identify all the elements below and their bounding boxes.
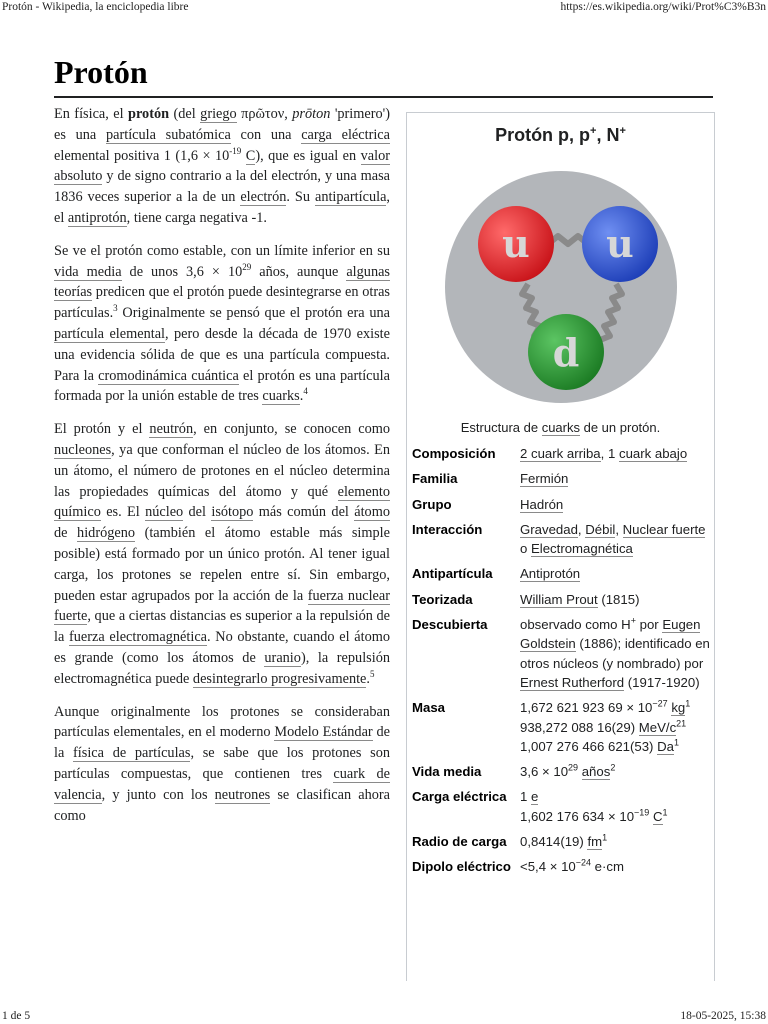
article-link[interactable]: Modelo Estándar [274, 724, 373, 741]
infobox-link[interactable]: kg [671, 700, 686, 716]
infobox-value [515, 492, 714, 517]
infobox-link[interactable]: Antiprotón [520, 566, 581, 582]
quark-label-u2: u [605, 221, 634, 266]
infobox-link[interactable]: e [531, 789, 539, 805]
article-link[interactable]: uranio [264, 649, 301, 666]
infobox-label: Antipartícula [412, 566, 493, 582]
quark-structure-image[interactable] [436, 162, 686, 412]
infobox-link[interactable]: Gravedad [520, 521, 578, 537]
article-link[interactable]: griego [200, 106, 237, 122]
infobox-label: Masa [412, 700, 445, 716]
infobox-link[interactable]: Da [657, 738, 674, 754]
page-title-header: Protón - Wikipedia, la enciclopedia libre [2, 1, 189, 13]
infobox-label: Carga eléctrica [412, 789, 507, 805]
article-body [54, 104, 390, 838]
infobox-link[interactable]: William Prout [520, 591, 598, 607]
infobox-link[interactable]: 2 cuark arriba [520, 446, 601, 461]
article-link[interactable]: física de partículas [73, 745, 191, 762]
article-link[interactable]: neutrones [214, 786, 271, 803]
print-datetime: 18-05-2025, 15:38 [680, 1010, 766, 1022]
infobox [406, 112, 715, 981]
article-link[interactable]: C [245, 147, 256, 164]
paragraph-2: Se ve el protón como estable, con un límite inferior en su vida media de unos $3,6 \times 10^{29}$ años, aunque algunas teorías predicen que el protón puede desintegrarse en otras partículas.$^3$ Originalmente se pensó que el protón era una partícula elemental, pero desde la década de 1970 existe una evidencia sólida de que es una partícula compuesta. Para la cromodinámica cuántica el protón es una partícula formada por la unión estable de tres cuarks.$^4$ [54, 242, 391, 405]
infobox-value: 0,8414(19) $fm^1$ [520, 832, 608, 850]
infobox-row [407, 561, 714, 586]
infobox-row [407, 829, 714, 854]
infobox-value: 2 cuark arriba, 1 cuark abajo [520, 446, 688, 461]
infobox-row [407, 612, 714, 695]
quark-label-d: d [552, 330, 579, 375]
infobox-label: Teorizada [412, 591, 473, 607]
article-link[interactable]: núcleo [145, 504, 184, 521]
article-link[interactable]: nucleones [54, 441, 112, 458]
page-url[interactable]: https://es.wikipedia.org/wiki/Prot%C3%B3n [560, 1, 766, 13]
article-link[interactable]: desintegrarlo progresivamente [192, 670, 367, 687]
article-link[interactable]: átomo [354, 504, 390, 521]
page-counter: 1 de 5 [2, 1010, 31, 1022]
infobox-label: Descubierta [412, 617, 488, 633]
infobox-value: observado como H+ por Eugen Goldstein (1886); identificado en otros núcleos (y nombrado) por Ernest Rutherford (1917-1920) [520, 615, 710, 690]
paragraph-1: En física, el protón (del griego πρῶτον, prōton 'primero') es una partícula subatómica con una carga eléctrica elemental positiva 1 ($1,6 \times 10^{-19}$ C), que es igual en valor absoluto y de signo contrario a la del electrón, y una masa 1836 veces superior a la de un electrón. Su antipartícula, el antiprotón, tiene carga negativa -1. [54, 106, 391, 226]
article-title: Protón [54, 54, 148, 90]
infobox-row [407, 517, 714, 562]
infobox-label: Grupo [412, 496, 452, 512]
infobox-label: Radio de carga [412, 834, 507, 850]
infobox-value [515, 561, 714, 586]
infobox-value: 1 e 1,602 176 $634 \times 10^{-19}$ $C^1$ [520, 789, 668, 824]
infobox-link[interactable]: MeV/c [638, 719, 677, 735]
infobox-value: $<5,4 \times 10^{-24}$ e·cm [520, 857, 624, 875]
infobox-link[interactable]: Hadrón [520, 496, 564, 512]
article-link[interactable]: antipartícula [314, 189, 387, 206]
article-link[interactable]: hidrógeno [77, 525, 136, 542]
article-link[interactable]: algunas teorías [54, 263, 391, 301]
infobox-link[interactable]: Eugen Goldstein [520, 617, 701, 652]
infobox-link[interactable]: C [653, 808, 663, 824]
infobox-link[interactable]: fm [587, 834, 603, 850]
article-link[interactable]: cromodinámica cuántica [98, 367, 239, 384]
infobox-label: Composición [412, 446, 496, 461]
infobox-row [407, 759, 714, 784]
infobox-row [407, 466, 714, 491]
infobox-row [407, 492, 714, 517]
infobox-row [407, 784, 714, 829]
paragraph-3: El protón y el neutrón, en conjunto, se conocen como nucleones, ya que conforman el núcleo de los átomos. En un átomo, el número de protones en el núcleo determina las propiedades químicas del átomo y qué elemento químico es. El núcleo del isótopo más común del átomo de hidrógeno (también el átomo estable más simple posible) está formado por un único protón. Al tener igual carga, los protones se repelen entre sí. Sin embargo, pueden estar agrupados por la acción de la fuerza nuclear fuerte, que a ciertas distancias es superior a la repulsión de la fuerza electromagnética. No obstante, cuando el átomo es grande (como los átomos de uranio), la repulsión electromagnética puede desintegrarlo progresivamente.$^5$ [54, 421, 390, 687]
article-link[interactable]: vida media [54, 263, 122, 280]
infobox-row [407, 441, 714, 466]
infobox-link[interactable]: Electromagnética [531, 541, 633, 557]
article-link[interactable]: cuarks [262, 388, 300, 405]
article-link[interactable]: elemento químico [54, 483, 390, 521]
image-caption: Estructura de cuarks de un protón. [460, 420, 661, 435]
article-link[interactable]: neutrón [149, 421, 194, 438]
infobox-link[interactable]: Fermión [520, 471, 569, 487]
infobox-value: 1,672 621 923 $69 \times 10^{-27}$ $kg^1$ 938,272 088 16(29) MeV/$c^{21}$ 1,007 276 466 621(53) Da$^1$ [520, 698, 691, 754]
infobox-link[interactable]: Ernest Rutherford [520, 674, 625, 690]
article-link[interactable]: partícula elemental [54, 325, 166, 342]
article-link[interactable]: cuark de valencia [54, 765, 390, 803]
article-link[interactable]: cuarks [541, 420, 580, 435]
infobox-label: Dipolo eléctrico [412, 859, 511, 875]
infobox-table [407, 441, 714, 880]
infobox-row [407, 854, 714, 879]
quark-label-u1: u [501, 221, 530, 266]
article-link[interactable]: fuerza electromagnética [69, 629, 208, 646]
article-link[interactable]: fuerza nuclear fuerte [54, 587, 390, 625]
infobox-label: Interacción [412, 521, 483, 537]
title-divider [54, 96, 713, 98]
infobox-link[interactable]: Nuclear fuerte [622, 521, 706, 537]
article-link[interactable]: partícula subatómica [105, 126, 231, 143]
paragraph-4: Aunque originalmente los protones se consideraban partículas elementales, en el moderno Modelo Estándar de la física de partículas, se sabe que los protones son partículas compuestas, que contienen tres cuark de valencia, y junto con los neutrones se clasifican ahora como [54, 703, 391, 824]
infobox-value: Gravedad, Débil, Nuclear fuerte o Electromagnética [520, 521, 706, 557]
article-link[interactable]: carga eléctrica [301, 126, 391, 143]
infobox-link[interactable]: cuark abajo [618, 446, 688, 461]
infobox-label: Familia [412, 471, 458, 487]
infobox-label: Vida media [412, 764, 482, 780]
article-link[interactable]: antiprotón [67, 209, 127, 226]
infobox-value: William Prout (1815) [520, 591, 640, 607]
infobox-value: $3,6 \times 10^{29}$ años$^2$ [520, 762, 616, 780]
article-link[interactable]: isótopo [211, 504, 254, 521]
article-link[interactable]: valor absoluto [54, 147, 390, 185]
infobox-title: Protón p, p+, N+ [495, 125, 626, 145]
infobox-value [515, 466, 714, 491]
infobox-link[interactable]: años [581, 764, 611, 780]
infobox-row [407, 587, 714, 612]
infobox-row [407, 695, 714, 759]
infobox-link[interactable]: Débil [585, 521, 616, 537]
article-link[interactable]: electrón [240, 189, 287, 206]
